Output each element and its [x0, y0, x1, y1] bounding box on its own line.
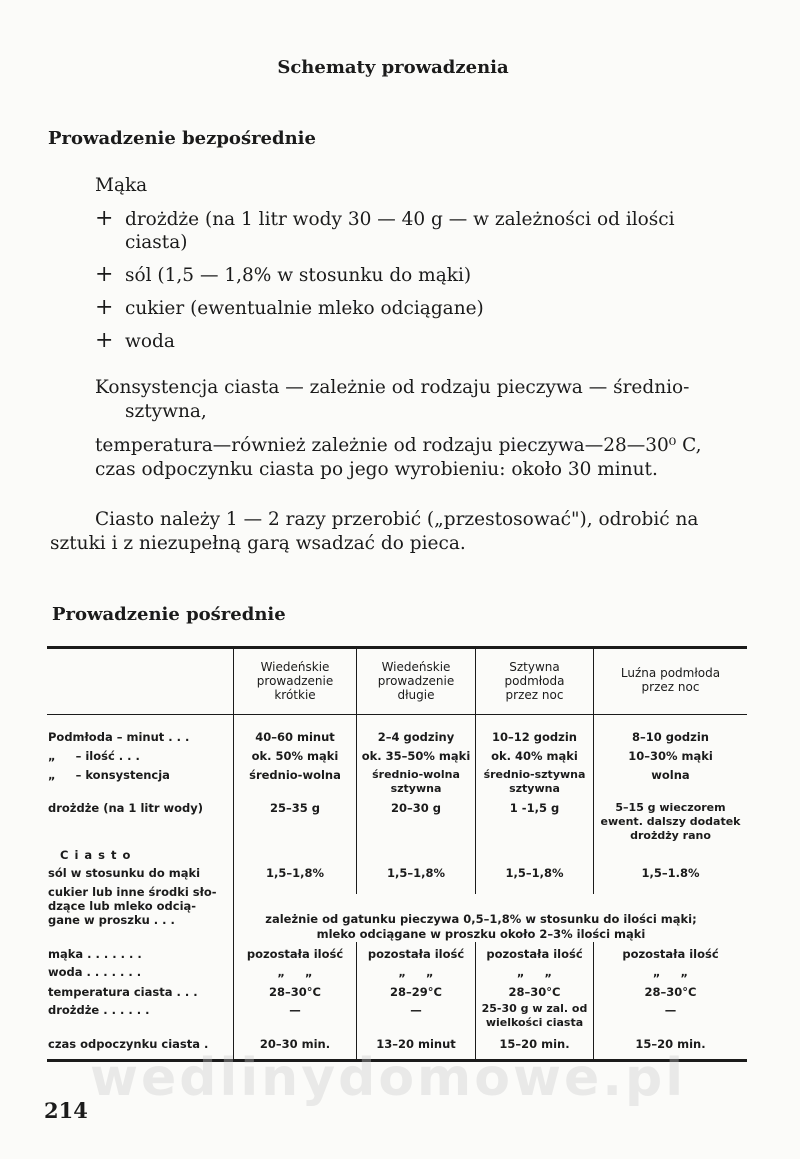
consistency-line: Konsystencja ciasta — zależnie od rodzaju pieczywa — średnio-	[95, 377, 690, 398]
ingredient-text: sól (1,5 — 1,8% w stosunku do mąki)	[125, 265, 472, 286]
table-cell: 28–30°C	[269, 985, 321, 999]
row-label: Podmłoda – minut . . .	[48, 730, 190, 744]
table-cell: 28–29°C	[390, 985, 442, 999]
table-cell: 10–30% mąki	[628, 749, 713, 763]
page-number: 214	[44, 1098, 88, 1123]
row-label: sól w stosunku do mąki	[48, 866, 201, 880]
table-cell: 28–30°C	[644, 985, 697, 999]
table-cell: —	[664, 1003, 677, 1017]
table-cell: „ „	[277, 965, 313, 979]
table-cell: 1 -1,5 g	[509, 801, 560, 815]
table-cell: —	[410, 1003, 422, 1017]
plus-icon: +	[95, 328, 114, 353]
table-cell: pozostała ilość	[486, 947, 583, 961]
page-title: Schematy prowadzenia	[277, 57, 509, 78]
table-cell: 25–35 g	[270, 801, 320, 815]
row-label: mąka . . . . . . .	[48, 947, 142, 961]
span-note: zależnie od gatunku pieczywa 0,5–1,8% w stosunku do ilości mąki; mleko odciągane w proszku około 2–3% ilości mąki	[265, 912, 697, 941]
direct-heading: Prowadzenie bezpośrednie	[48, 128, 316, 149]
flour-line: Mąka	[95, 175, 148, 196]
table-cell: 15–20 min.	[499, 1037, 570, 1051]
column-header: Sztywna podmłoda przez noc	[504, 660, 565, 702]
table-header-rule	[47, 714, 747, 715]
table-cell: wolna	[651, 768, 690, 782]
column-header: Wiedeńskie prowadzenie krótkie	[256, 660, 334, 702]
row-label: czas odpoczynku ciasta .	[48, 1037, 209, 1051]
rest-time-line: czas odpoczynku ciasta po jego wyrobieniu: około 30 minut.	[95, 459, 658, 480]
table-cell: 2–4 godziny	[377, 730, 455, 744]
ingredient-salt	[95, 263, 471, 288]
column-header: Wiedeńskie prowadzenie długie	[377, 660, 455, 702]
ingredient-text: woda	[125, 331, 175, 352]
row-label: „ – konsystencja	[48, 768, 170, 782]
temperature-line: temperatura—również zależnie od rodzaju pieczywa—28—30⁰ C,	[95, 435, 702, 456]
ingredient-yeast-cont: ciasta)	[125, 232, 188, 253]
row-label: drożdże (na 1 litr wody)	[48, 801, 204, 815]
table-cell: 40–60 minut	[255, 730, 335, 744]
table-cell: 28–30°C	[508, 985, 561, 999]
table-cell: 20–30 g	[391, 801, 441, 815]
note-line: Ciasto należy 1 — 2 razy przerobić („przestosować"), odrobić na	[95, 509, 699, 530]
plus-icon: +	[95, 206, 114, 231]
ingredient-yeast	[95, 207, 675, 232]
column-header: Luźna podmłoda przez noc	[620, 666, 721, 694]
table-cell: średnio-sztywna sztywna	[483, 768, 586, 795]
row-label: temperatura ciasta . . .	[48, 985, 198, 999]
table-cell: 15–20 min.	[635, 1037, 706, 1051]
table-cell: „ „	[652, 965, 689, 979]
table-cell: pozostała ilość	[367, 947, 465, 961]
table-cell: średnio-wolna	[249, 768, 341, 782]
table-cell: ok. 40% mąki	[491, 749, 578, 763]
table-cell: 5–15 g wieczorem ewent. dalszy dodatek drożdży rano	[600, 801, 741, 842]
table-cell: 10–12 godzin	[492, 730, 577, 744]
table-cell: 1,5–1.8%	[641, 866, 700, 880]
table-cell: pozostała ilość	[246, 947, 344, 961]
table-top-rule	[47, 646, 747, 649]
table-cell: 8–10 godzin	[632, 730, 709, 744]
table-cell: 1,5–1,8%	[505, 866, 564, 880]
indirect-heading: Prowadzenie pośrednie	[52, 604, 286, 625]
table-cell: 25-30 g w zal. od wielkości ciasta	[481, 1002, 588, 1029]
ingredient-sugar	[95, 296, 484, 321]
ingredient-water	[95, 329, 175, 354]
row-label: woda . . . . . . .	[48, 965, 142, 979]
table-cell: —	[289, 1003, 301, 1017]
plus-icon: +	[95, 262, 114, 287]
table-cell: 20–30 min.	[259, 1037, 331, 1051]
plus-icon: +	[95, 295, 114, 320]
row-label: cukier lub inne środki sło- dzące lub mleko odcią- gane w proszku . . .	[48, 885, 217, 927]
table-cell: ok. 35–50% mąki	[361, 749, 471, 763]
table-cell: „ „	[516, 965, 553, 979]
note-cont: sztuki i z niezupełną garą wsadzać do pieca.	[50, 533, 466, 554]
table-cell: 13–20 minut	[376, 1037, 456, 1051]
consistency-cont: sztywna,	[125, 401, 207, 422]
table-cell: ok. 50% mąki	[251, 749, 339, 763]
row-label: drożdże . . . . . .	[48, 1003, 150, 1017]
ingredient-text: drożdże (na 1 litr wody 30 — 40 g — w zależności od ilości	[125, 209, 675, 230]
table-cell: „ „	[398, 965, 434, 979]
table-cell: 1,5–1,8%	[265, 866, 325, 880]
table-cell: 1,5–1,8%	[386, 866, 446, 880]
watermark: wedlinydomowe.pl	[90, 1048, 687, 1108]
table-cell: średnio-wolna sztywna	[372, 768, 460, 795]
ingredient-text: cukier (ewentualnie mleko odciągane)	[125, 298, 484, 319]
row-label: C i a s t o	[60, 848, 132, 862]
table-cell: pozostała ilość	[622, 947, 719, 961]
row-label: „ – ilość . . .	[48, 749, 140, 763]
